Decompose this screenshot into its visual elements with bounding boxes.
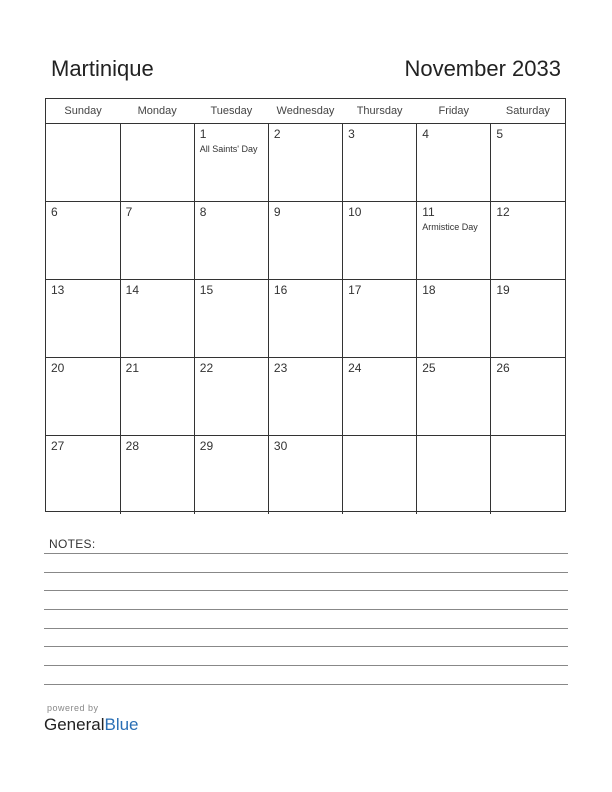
- day-cell: [343, 358, 417, 436]
- note-line: [44, 553, 568, 554]
- day-cell: [268, 202, 342, 280]
- day-number: 21: [125, 361, 139, 375]
- day-number: 18: [422, 283, 436, 297]
- day-number: 1: [199, 127, 207, 141]
- day-number: 17: [348, 283, 362, 297]
- day-cell: [194, 124, 268, 202]
- day-number: 19: [496, 283, 510, 297]
- calendar-grid: [45, 98, 566, 512]
- day-number: 30: [273, 439, 288, 453]
- day-number: 22: [199, 361, 214, 375]
- day-cell: [268, 358, 342, 436]
- note-line: [44, 684, 568, 685]
- day-cell: [268, 280, 342, 358]
- holiday-label: Armistice Day: [422, 222, 478, 232]
- weekday-header: Friday: [417, 99, 491, 124]
- day-cell: [120, 358, 194, 436]
- brand-name-part1: General: [44, 715, 105, 734]
- day-cell: [46, 280, 120, 358]
- weekday-header: Tuesday: [194, 99, 268, 124]
- powered-by-text: powered by: [47, 703, 99, 713]
- note-line: [44, 665, 568, 666]
- day-cell: [194, 436, 268, 514]
- day-number: 13: [51, 283, 65, 297]
- day-cell: [417, 124, 491, 202]
- day-cell: [120, 202, 194, 280]
- day-cell: [46, 124, 120, 202]
- day-cell: [491, 436, 565, 514]
- day-cell: [491, 358, 565, 436]
- day-cell: [417, 202, 491, 280]
- day-cell: [194, 280, 268, 358]
- day-cell: [417, 436, 491, 514]
- week-row: [46, 280, 565, 358]
- day-number: 5: [496, 127, 504, 141]
- week-row: [46, 436, 565, 514]
- day-number: 4: [422, 127, 429, 141]
- weekday-header: Sunday: [46, 99, 120, 124]
- day-number: 8: [199, 205, 207, 219]
- week-row: [46, 358, 565, 436]
- day-number: 12: [496, 205, 510, 219]
- weekday-header: Thursday: [343, 99, 417, 124]
- day-number: 7: [125, 205, 133, 219]
- weekday-header-row: [46, 99, 565, 124]
- day-cell: [194, 358, 268, 436]
- day-cell: [46, 202, 120, 280]
- day-number: 25: [422, 361, 436, 375]
- day-number: 9: [273, 205, 281, 219]
- day-cell: [491, 280, 565, 358]
- weekday-header: Wednesday: [268, 99, 342, 124]
- day-cell: [343, 436, 417, 514]
- day-cell: [343, 280, 417, 358]
- day-cell: [491, 202, 565, 280]
- day-cell: [417, 280, 491, 358]
- weekday-header: Monday: [120, 99, 194, 124]
- day-cell: [417, 358, 491, 436]
- day-number: 14: [125, 283, 139, 297]
- weekday-header: Saturday: [491, 99, 565, 124]
- day-cell: [46, 358, 120, 436]
- day-cell: [120, 124, 194, 202]
- day-number: 15: [199, 283, 214, 297]
- day-cell: [268, 124, 342, 202]
- note-line: [44, 572, 568, 573]
- brand-logo: [44, 703, 139, 735]
- day-cell: [46, 436, 120, 514]
- day-number: 11: [422, 205, 435, 219]
- week-row: [46, 124, 565, 202]
- notes-label: NOTES:: [49, 537, 96, 551]
- brand-name: [44, 715, 139, 735]
- day-number: 6: [51, 205, 58, 219]
- week-row: [46, 202, 565, 280]
- day-number: 23: [273, 361, 288, 375]
- day-cell: [120, 280, 194, 358]
- day-number: 3: [348, 127, 355, 141]
- day-cell: [120, 436, 194, 514]
- day-cell: [343, 202, 417, 280]
- note-line: [44, 590, 568, 591]
- day-cell: [491, 124, 565, 202]
- day-number: 16: [273, 283, 288, 297]
- note-line: [44, 628, 568, 629]
- day-number: 26: [496, 361, 510, 375]
- day-cell: [194, 202, 268, 280]
- day-number: 24: [348, 361, 362, 375]
- day-cell: [343, 124, 417, 202]
- day-number: 28: [125, 439, 139, 453]
- country-title: Martinique: [51, 56, 154, 81]
- day-number: 2: [273, 127, 281, 141]
- day-number: 10: [348, 205, 362, 219]
- day-number: 27: [51, 439, 65, 453]
- day-cell: [268, 436, 342, 514]
- note-line: [44, 646, 568, 647]
- day-number: 20: [51, 361, 65, 375]
- day-number: 29: [199, 439, 214, 453]
- month-year-title: November 2033: [404, 56, 561, 81]
- holiday-label: All Saints' Day: [199, 144, 258, 154]
- brand-name-part2: Blue: [104, 715, 139, 734]
- note-line: [44, 609, 568, 610]
